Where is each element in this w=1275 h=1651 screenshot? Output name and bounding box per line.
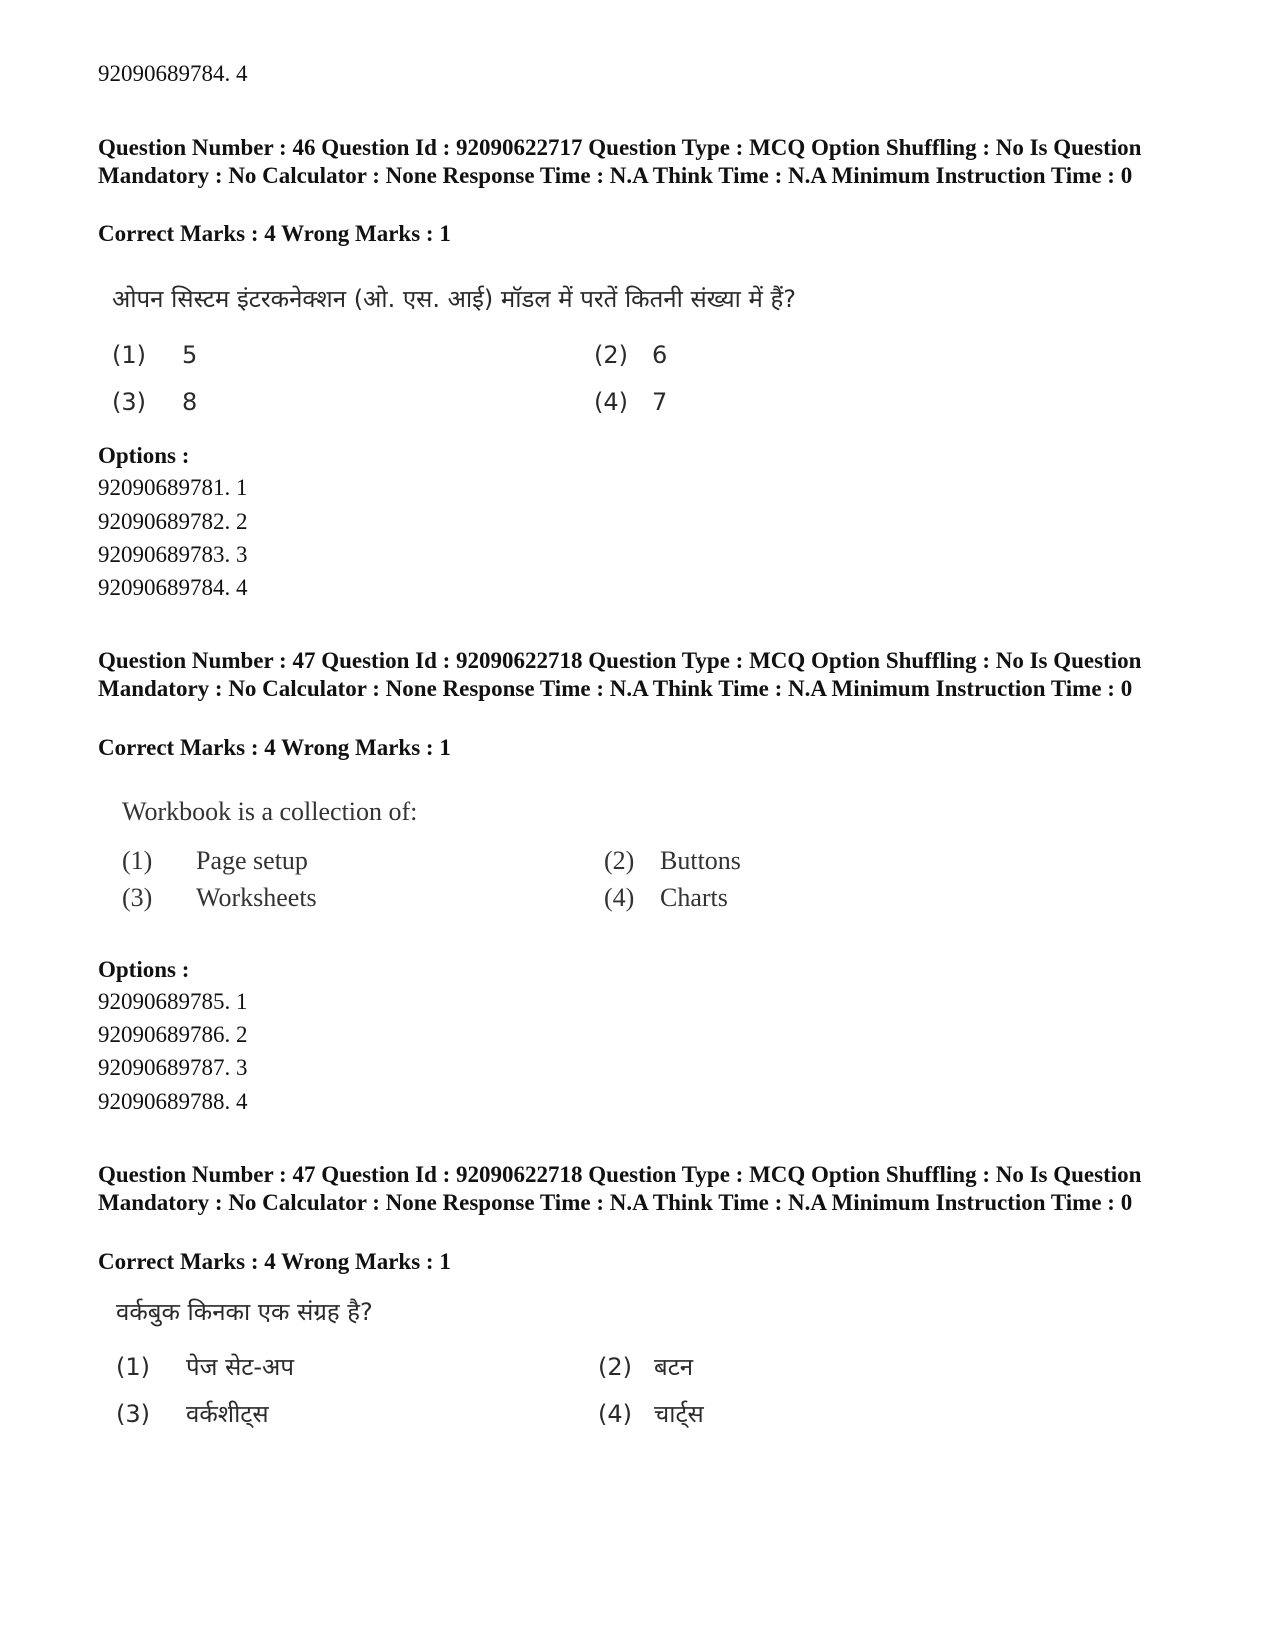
question-46-options-label: Options : [98, 443, 190, 468]
choice-text: Buttons [660, 846, 741, 875]
choice-text: वर्कशीट्स [186, 1400, 269, 1428]
choice-number: (4) [594, 388, 628, 416]
choice-text: Page setup [196, 846, 308, 875]
choice-text: 7 [652, 388, 668, 416]
question-46-choice-1 [112, 339, 197, 371]
choice-text: Worksheets [196, 883, 317, 912]
choice-text: Charts [660, 883, 728, 912]
choice-number: (1) [122, 846, 153, 875]
question-46-marks: Correct Marks : 4 Wrong Marks : 1 [98, 221, 451, 246]
question-47-option-4: 92090689788. 4 [98, 1089, 248, 1114]
question-47-hindi-marks: Correct Marks : 4 Wrong Marks : 1 [98, 1249, 451, 1274]
choice-number: (2) [598, 1353, 632, 1381]
question-47-option-2: 92090689786. 2 [98, 1022, 248, 1047]
question-46-choice-4 [594, 386, 667, 418]
question-47-hindi-header: Question Number : 47 Question Id : 92090622718 Question Type : MCQ Option Shuffling : No Is Question Mandatory : No Calculator : None Response Time : N.A Think Time : N.A Minimum Instruction Time : 0 [98, 1162, 1142, 1215]
choice-number: (4) [598, 1400, 632, 1428]
choice-number: (1) [112, 341, 146, 369]
question-47-choice-2 [604, 845, 741, 877]
question-46-option-3: 92090689783. 3 [98, 542, 248, 567]
question-47-hindi-choice-4 [598, 1398, 704, 1430]
question-47-hindi-choice-2 [598, 1351, 693, 1383]
question-47-option-3: 92090689787. 3 [98, 1055, 248, 1080]
question-46-header: Question Number : 46 Question Id : 92090622717 Question Type : MCQ Option Shuffling : No Is Question Mandatory : No Calculator : None Response Time : N.A Think Time : N.A Minimum Instruction Time : 0 [98, 135, 1142, 188]
choice-text: 6 [652, 341, 668, 369]
question-46-option-1: 92090689781. 1 [98, 475, 248, 500]
question-47-choice-3 [122, 882, 317, 914]
question-47-text: Workbook is a collection of: [122, 797, 418, 826]
question-46-choice-3 [112, 386, 197, 418]
question-46-option-2: 92090689782. 2 [98, 509, 248, 534]
question-47-header: Question Number : 47 Question Id : 92090622718 Question Type : MCQ Option Shuffling : No Is Question Mandatory : No Calculator : None Response Time : N.A Think Time : N.A Minimum Instruction Time : 0 [98, 648, 1142, 701]
choice-text: 8 [182, 388, 198, 416]
question-47-hindi-text: वर्कबुक किनका एक संग्रह है? [116, 1298, 373, 1326]
choice-text: बटन [654, 1353, 694, 1381]
question-46-text: ओपन सिस्टम इंटरकनेक्शन (ओ. एस. आई) मॉडल में परतें कितनी संख्या में हैं? [112, 285, 796, 313]
choice-number: (2) [594, 341, 628, 369]
choice-number: (3) [122, 883, 153, 912]
choice-text: चार्ट्स [654, 1400, 704, 1428]
choice-number: (3) [112, 388, 146, 416]
choice-number: (3) [116, 1400, 150, 1428]
question-46-choice-2 [594, 339, 667, 371]
choice-number: (2) [604, 846, 635, 875]
question-47-hindi-choice-3 [116, 1398, 269, 1430]
question-47-option-1: 92090689785. 1 [98, 989, 248, 1014]
question-47-choice-1 [122, 845, 308, 877]
question-47-options-label: Options : [98, 957, 190, 982]
question-47-marks: Correct Marks : 4 Wrong Marks : 1 [98, 735, 451, 760]
question-47-choice-4 [604, 882, 728, 914]
choice-text: पेज सेट-अप [186, 1353, 295, 1381]
question-46-option-4: 92090689784. 4 [98, 575, 248, 600]
question-47-hindi-choice-1 [116, 1351, 294, 1383]
previous-option-line: 92090689784. 4 [98, 61, 248, 86]
choice-number: (4) [604, 883, 635, 912]
choice-number: (1) [116, 1353, 150, 1381]
choice-text: 5 [182, 341, 198, 369]
